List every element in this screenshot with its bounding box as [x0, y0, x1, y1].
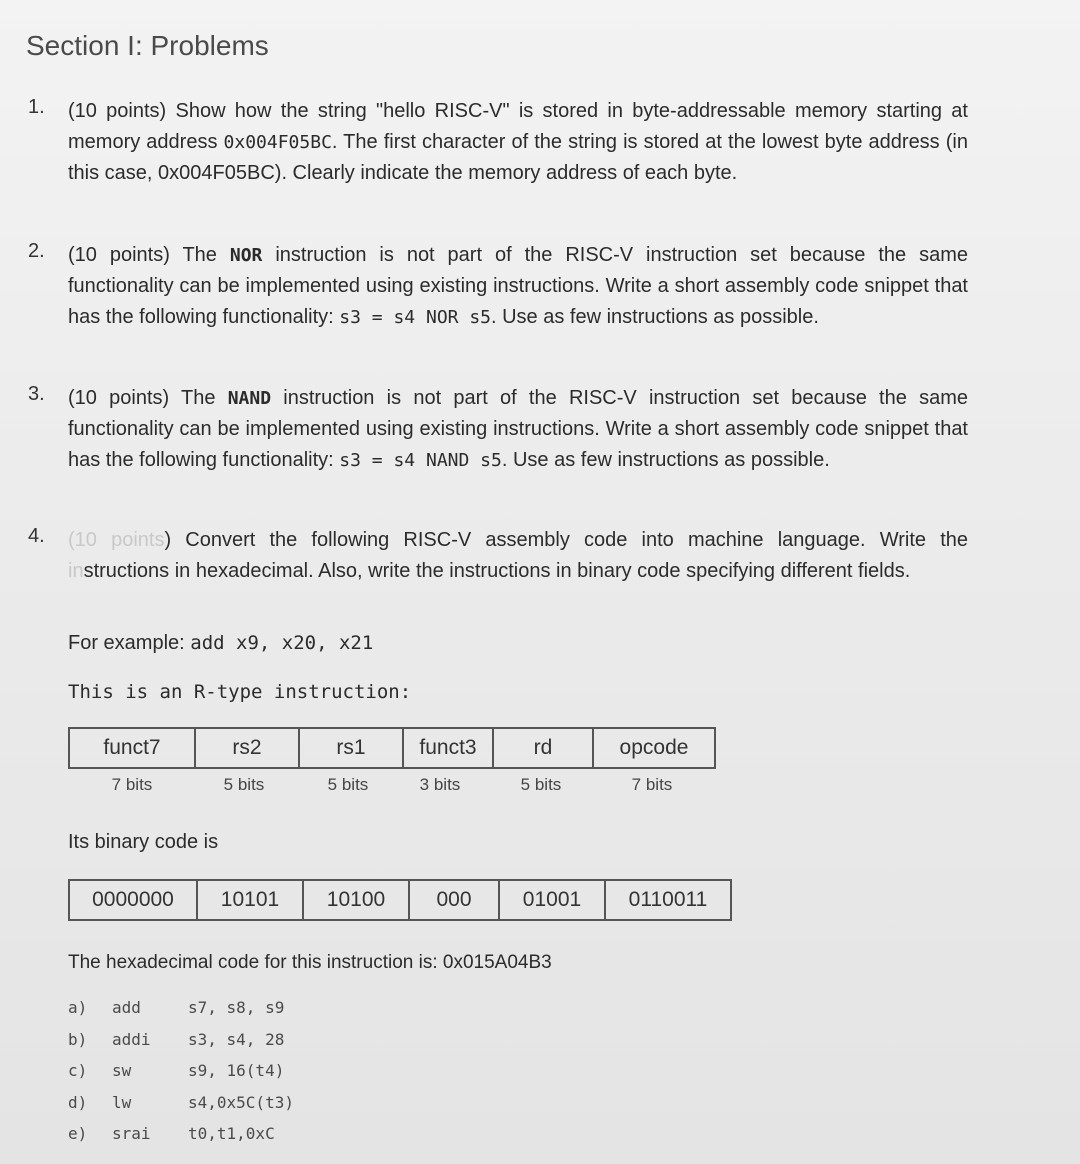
- field-funct7: funct7: [69, 728, 195, 768]
- field-funct3: funct3: [403, 728, 493, 768]
- functionality-code: s3 = s4 NOR s5: [339, 307, 491, 328]
- bits-funct3: 3 bits: [419, 775, 461, 794]
- problem-2: [28, 240, 968, 333]
- problem-number: 4.: [28, 525, 45, 547]
- bits-rs2: 5 bits: [223, 775, 265, 794]
- binary-opcode: 0110011: [605, 880, 731, 920]
- bits-rd: 5 bits: [520, 775, 562, 794]
- problem-3: [28, 383, 968, 476]
- problem-text: (10 points) Show how the string "hello RISC-V" is stored in byte-addressable memory starting at memory address 0x004F05BC. The first character of the string is stored at the lowest byte address (in this case, 0x004F05BC). Clearly indicate the memory address of each byte.: [68, 100, 968, 184]
- problem-4: [28, 525, 968, 587]
- start-address: 0x004F05BC: [223, 132, 332, 153]
- binary-rd: 01001: [499, 880, 605, 920]
- problem-text: (10 points) The NOR instruction is not part of the RISC-V instruction set because the same functionality can be implemented using existing instructions. Write a short assembly code snippet that has the following functionality: s3 = s4 NOR s5. Use as few instructions as possible.: [68, 244, 968, 328]
- binary-rs2: 10101: [197, 880, 303, 920]
- binary-code-table: [68, 879, 732, 921]
- problem-number: 1.: [28, 96, 45, 118]
- bits-rs1: 5 bits: [327, 775, 369, 794]
- binary-rs1: 10100: [303, 880, 409, 920]
- field-rd: rd: [493, 728, 593, 768]
- instruction-format-table: [68, 727, 716, 769]
- field-rs2: rs2: [195, 728, 299, 768]
- problem-text: (10 points) The NAND instruction is not part of the RISC-V instruction set because the same functionality can be implemented using existing instructions. Write a short assembly code snippet that has the following functionality: s3 = s4 NAND s5. Use as few instructions as possible.: [68, 387, 968, 471]
- binary-funct7: 0000000: [69, 880, 197, 920]
- problem-number: 2.: [28, 240, 45, 262]
- binary-funct3: 000: [409, 880, 499, 920]
- binary-label: Its binary code is: [68, 831, 219, 853]
- functionality-code: s3 = s4 NAND s5: [339, 450, 502, 471]
- problem-1: [28, 96, 968, 189]
- section-title: Section I: Problems: [26, 30, 269, 61]
- bits-funct7: 7 bits: [111, 775, 153, 794]
- worksheet-page: Section I: Problems 1. (10 points) Show how the string "hello RISC-V" is stored in byte-addressable memory starting at memory address 0x004F05BC. The first character of the string is stored at the lowest byte address (in this case, 0x004F05BC). Clearly indicate the memory address of each byte. 2. (10 points) The NOR instruction is not part of the RISC-V instruction set because the same functionality can be implemented using existing instructions. Write a short assembly code snippet that has the following functionality: s3 = s4 NOR s5. Use as few instructions as possible. 3. (10 points) The NAND instruction is not part of the RISC-V instruction set because the same functionality can be implemented using existing instructions. Write a short assembly code snippet that has the following functionality: s3 = s4 NAND s5. Use as few instructions as possible. 4. (10 points) Convert the following RISC-V assembly code into machine language. Write the instructions in hexadecimal. Also, write the instructions in binary code specifying different fields. For example: add x9, x20, x21 This is an R-type instruction: funct7 rs2 rs1 funct3 rd opcode 7 bits 5 bits 5 bits 3 bits 5 bits 7 bits Its binary code is 0000000 10101 10100 000 01001 0110011 The hexadecimal code for this instruction is: 0x015A04B3 a) add s7, s8, s9 b) addi s3, s4, 28 c) sw s9, 16(t4) d) lw s4,0x5C(t3) e) srai t0,t1,0xC: [26, 30, 968, 1143]
- instruction-name: NOR: [229, 245, 263, 266]
- example-code: add x9, x20, x21: [190, 632, 374, 654]
- rtype-caption: This is an R-type instruction:: [68, 681, 412, 703]
- example-line: For example: add x9, x20, x21: [68, 632, 374, 654]
- field-rs1: rs1: [299, 728, 403, 768]
- bits-opcode: 7 bits: [631, 775, 673, 794]
- problem-number: 3.: [28, 383, 45, 405]
- field-opcode: opcode: [593, 728, 715, 768]
- hex-code-line: The hexadecimal code for this instruction is: 0x015A04B3: [68, 952, 552, 973]
- instruction-name: NAND: [227, 388, 272, 409]
- problem-text: (10 points) Convert the following RISC-V assembly code into machine language. Write the instructions in hexadecimal. Also, write the instructions in binary code specifying different fields.: [68, 529, 968, 582]
